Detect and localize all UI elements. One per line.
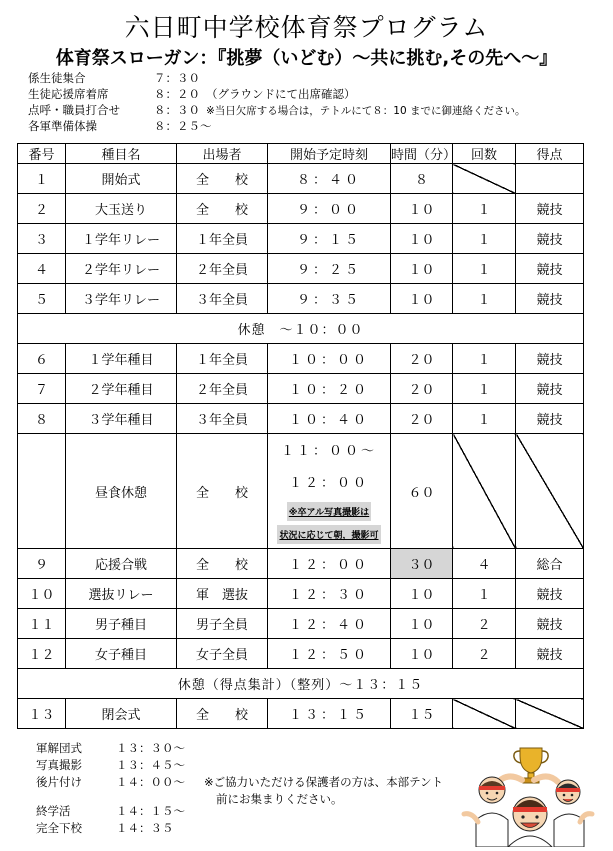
cell-event: ２学年リレー bbox=[66, 254, 177, 284]
cell-duration: １０ bbox=[391, 194, 453, 224]
cell-score: 競技 bbox=[516, 374, 584, 404]
cell-count: ２ bbox=[453, 609, 516, 639]
cell-participants: ３年全員 bbox=[177, 284, 268, 314]
cell-count: １ bbox=[453, 284, 516, 314]
pre-note: ※当日欠席する場合は，テトルにて８：10 までに御連絡ください。 bbox=[206, 105, 526, 117]
cell-participants: ３年全員 bbox=[177, 404, 268, 434]
break-label: 休憩 ～１０：００ bbox=[18, 314, 584, 344]
note-line2: 前にお集まりください。 bbox=[216, 792, 343, 806]
post-label: 終学活 bbox=[36, 804, 71, 818]
cell-start: １２：５０ bbox=[268, 639, 391, 669]
cell-count: ２ bbox=[453, 639, 516, 669]
table-row bbox=[18, 254, 584, 284]
post-time: １３：４５～ bbox=[116, 758, 185, 772]
cell-no: ３ bbox=[18, 224, 66, 254]
cell-score: 総合 bbox=[516, 549, 584, 579]
cell-participants: 男子全員 bbox=[177, 609, 268, 639]
cell-duration: １５ bbox=[391, 699, 453, 729]
table-row bbox=[18, 284, 584, 314]
cell-start: １２：００ bbox=[268, 549, 391, 579]
cell-no: １１ bbox=[18, 609, 66, 639]
pre-time: ８：２５～ bbox=[154, 119, 212, 133]
cell-no: １３ bbox=[18, 699, 66, 729]
cell-score-empty bbox=[516, 434, 584, 549]
table-header-row bbox=[18, 144, 584, 164]
cell-participants: 全 校 bbox=[177, 434, 268, 549]
cell-participants: 全 校 bbox=[177, 699, 268, 729]
pre-schedule-row bbox=[28, 118, 526, 134]
cell-duration: １０ bbox=[391, 254, 453, 284]
post-schedule bbox=[36, 740, 202, 837]
post-label: 完全下校 bbox=[36, 821, 82, 835]
table-row bbox=[18, 404, 584, 434]
cell-participants: 全 校 bbox=[177, 549, 268, 579]
cell-start: １２：４０ bbox=[268, 609, 391, 639]
pre-label: 点呼・職員打合せ bbox=[28, 103, 120, 117]
header-event: 種目名 bbox=[66, 144, 177, 164]
cell-duration: ２０ bbox=[391, 404, 453, 434]
cell-no: ２ bbox=[18, 194, 66, 224]
break-row bbox=[18, 669, 584, 699]
cell-score: 競技 bbox=[516, 609, 584, 639]
cell-duration: ８ bbox=[391, 164, 453, 194]
cell-duration: １０ bbox=[391, 609, 453, 639]
cell-participants: 全 校 bbox=[177, 194, 268, 224]
post-time: １４：１５～ bbox=[116, 804, 185, 818]
cell-no: ６ bbox=[18, 344, 66, 374]
cell-participants: 全 校 bbox=[177, 164, 268, 194]
header-score: 得点 bbox=[516, 144, 584, 164]
cell-duration: １０ bbox=[391, 284, 453, 314]
note-line1: ※ご協力いただける保護者の方は、本部テント bbox=[204, 775, 444, 789]
pre-schedule-row bbox=[28, 102, 526, 118]
cell-start: １０：００ bbox=[268, 344, 391, 374]
table-row bbox=[18, 164, 584, 194]
pre-schedule bbox=[28, 70, 526, 134]
cell-score: 競技 bbox=[516, 224, 584, 254]
cell-participants: ２年全員 bbox=[177, 374, 268, 404]
program-table bbox=[17, 143, 584, 729]
pre-time: ７：３０ bbox=[154, 71, 200, 85]
lunch-start-line2: １２：００ bbox=[288, 476, 369, 491]
table-row bbox=[18, 549, 584, 579]
post-label: 写真撮影 bbox=[36, 758, 82, 772]
cell-score: 競技 bbox=[516, 284, 584, 314]
cell-start: １２：３０ bbox=[268, 579, 391, 609]
post-time: １４：３５ bbox=[116, 821, 174, 835]
pre-note: （グラウンドにて出席確認） bbox=[206, 87, 356, 101]
cell-event: 開始式 bbox=[66, 164, 177, 194]
cell-score: 競技 bbox=[516, 194, 584, 224]
cell-score-empty bbox=[516, 164, 584, 194]
cell-count: １ bbox=[453, 224, 516, 254]
cell-duration: ３０ bbox=[391, 549, 453, 579]
cell-event: 閉会式 bbox=[66, 699, 177, 729]
post-time: １４：００～ bbox=[116, 775, 185, 789]
cell-score: 競技 bbox=[516, 639, 584, 669]
cell-count: ４ bbox=[453, 549, 516, 579]
lunch-row bbox=[18, 434, 584, 549]
post-schedule-row bbox=[36, 774, 202, 791]
pre-time: ８：３０ bbox=[154, 103, 200, 117]
cell-score: 競技 bbox=[516, 254, 584, 284]
cell-start: １０：２０ bbox=[268, 374, 391, 404]
cell-no: ４ bbox=[18, 254, 66, 284]
cell-count: １ bbox=[453, 374, 516, 404]
cell-event: ３学年種目 bbox=[66, 404, 177, 434]
cell-event: ３学年リレー bbox=[66, 284, 177, 314]
cell-count-empty bbox=[453, 164, 516, 194]
cell-no-empty bbox=[18, 434, 66, 549]
table-row bbox=[18, 344, 584, 374]
cell-no: １２ bbox=[18, 639, 66, 669]
cell-score-empty bbox=[516, 699, 584, 729]
cell-start: ９：１５ bbox=[268, 224, 391, 254]
cell-score: 競技 bbox=[516, 579, 584, 609]
post-label: 後片付け bbox=[36, 775, 82, 789]
cell-participants: １年全員 bbox=[177, 344, 268, 374]
cell-start: ９：００ bbox=[268, 194, 391, 224]
cell-count: １ bbox=[453, 404, 516, 434]
cell-duration: ２０ bbox=[391, 344, 453, 374]
cell-duration: ２０ bbox=[391, 374, 453, 404]
header-count: 回数 bbox=[453, 144, 516, 164]
cell-count: １ bbox=[453, 194, 516, 224]
cell-participants: ２年全員 bbox=[177, 254, 268, 284]
cell-no: ７ bbox=[18, 374, 66, 404]
table-row bbox=[18, 579, 584, 609]
pre-schedule-row bbox=[28, 70, 526, 86]
cell-start: １３：１５ bbox=[268, 699, 391, 729]
table-row bbox=[18, 374, 584, 404]
cell-score: 競技 bbox=[516, 404, 584, 434]
table-row bbox=[18, 609, 584, 639]
cell-event: 大玉送り bbox=[66, 194, 177, 224]
cell-event: 応援合戦 bbox=[66, 549, 177, 579]
cell-duration: １０ bbox=[391, 224, 453, 254]
header-duration: 時間（分） bbox=[391, 144, 453, 164]
cell-event: １学年リレー bbox=[66, 224, 177, 254]
cell-no: ８ bbox=[18, 404, 66, 434]
break-label: 休憩（得点集計）（整列）～１３：１５ bbox=[18, 669, 584, 699]
cell-event: 昼食休憩 bbox=[66, 434, 177, 549]
header-start: 開始予定時刻 bbox=[268, 144, 391, 164]
cell-event: 男子種目 bbox=[66, 609, 177, 639]
cell-event: ２学年種目 bbox=[66, 374, 177, 404]
post-schedule-row bbox=[36, 820, 202, 837]
cell-start: ８：４０ bbox=[268, 164, 391, 194]
post-time: １３：３０～ bbox=[116, 741, 185, 755]
cell-event: 女子種目 bbox=[66, 639, 177, 669]
cell-score: 競技 bbox=[516, 344, 584, 374]
cell-count-empty bbox=[453, 434, 516, 549]
cell-participants: 軍 選抜 bbox=[177, 579, 268, 609]
lunch-start-line1: １１：００～ bbox=[280, 444, 377, 459]
cell-start: １０：４０ bbox=[268, 404, 391, 434]
break-row bbox=[18, 314, 584, 344]
table-row bbox=[18, 639, 584, 669]
cell-participants: 女子全員 bbox=[177, 639, 268, 669]
cell-start: ９：２５ bbox=[268, 254, 391, 284]
cell-duration: １０ bbox=[391, 579, 453, 609]
table-row bbox=[18, 194, 584, 224]
pre-label: 各軍準備体操 bbox=[28, 119, 97, 133]
table-row bbox=[18, 224, 584, 254]
post-schedule-row bbox=[36, 803, 202, 820]
pre-label: 生徒応援席着席 bbox=[28, 87, 109, 101]
celebrating-kids-trophy-icon bbox=[458, 742, 598, 847]
slogan: 体育祭スローガン：『挑夢（いどむ）～共に挑む,その先へ～』 bbox=[55, 48, 558, 69]
post-label: 軍解団式 bbox=[36, 741, 82, 755]
cell-start-lunch bbox=[268, 434, 391, 549]
header-participants: 出場者 bbox=[177, 144, 268, 164]
cell-participants: １年全員 bbox=[177, 224, 268, 254]
pre-time: ８：２０ bbox=[154, 87, 200, 101]
cell-count-empty bbox=[453, 699, 516, 729]
cell-no: ９ bbox=[18, 549, 66, 579]
cell-start: ９：３５ bbox=[268, 284, 391, 314]
cell-count: １ bbox=[453, 579, 516, 609]
volunteer-note bbox=[204, 774, 443, 808]
table-row bbox=[18, 699, 584, 729]
cell-no: １０ bbox=[18, 579, 66, 609]
pre-schedule-row bbox=[28, 86, 526, 102]
cell-event: 選抜リレー bbox=[66, 579, 177, 609]
cell-count: １ bbox=[453, 344, 516, 374]
cell-event: １学年種目 bbox=[66, 344, 177, 374]
post-schedule-row bbox=[36, 740, 202, 757]
cell-no: ５ bbox=[18, 284, 66, 314]
cell-count: １ bbox=[453, 254, 516, 284]
post-schedule-row bbox=[36, 757, 202, 774]
photo-note-line1: ※卒アル写真撮影は bbox=[287, 502, 371, 521]
pre-label: 係生徒集合 bbox=[28, 71, 86, 85]
header-no: 番号 bbox=[18, 144, 66, 164]
cell-duration: ６０ bbox=[391, 434, 453, 549]
cell-duration: １０ bbox=[391, 639, 453, 669]
photo-note-line2: 状況に応じて朝，撮影可 bbox=[277, 525, 380, 544]
cell-no: １ bbox=[18, 164, 66, 194]
page-title: 六日町中学校体育祭プログラム bbox=[124, 13, 489, 42]
